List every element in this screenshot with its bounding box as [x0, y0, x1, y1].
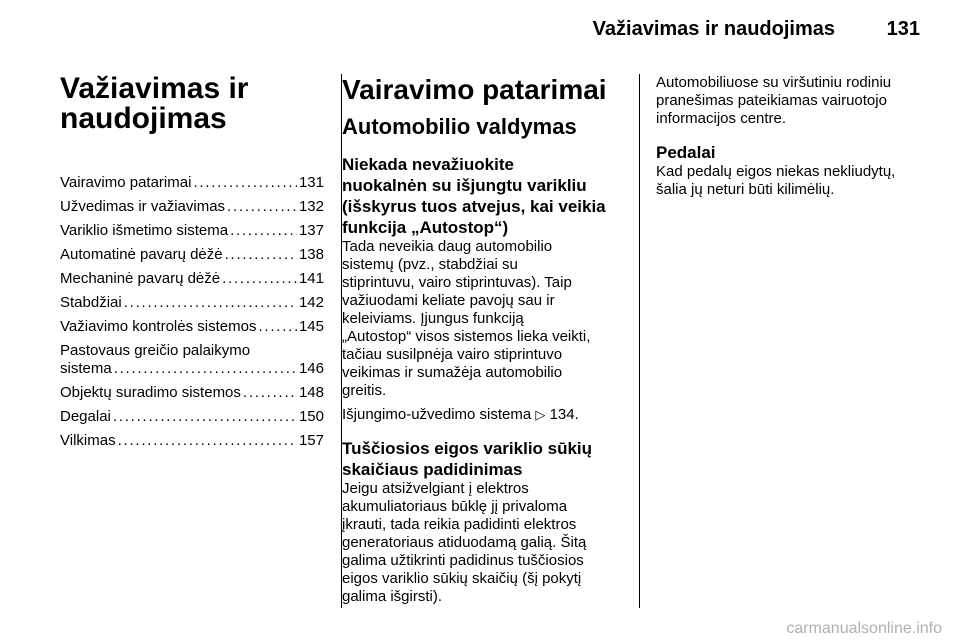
- toc-leader: [124, 294, 297, 312]
- toc-page[interactable]: 131: [298, 174, 324, 191]
- toc-label[interactable]: Užvedimas ir važiavimas: [60, 198, 226, 215]
- toc-entry[interactable]: [60, 246, 324, 264]
- subsection-heading: Pedalai: [656, 143, 716, 162]
- toc-leader: [230, 222, 297, 240]
- section-subtitle: Automobilio valdymas: [342, 114, 577, 139]
- reference-text[interactable]: Išjungimo-užvedimo sistema: [342, 406, 532, 423]
- toc-leader: [225, 246, 297, 264]
- heading-line: funkcija „Autostop“): [342, 218, 509, 237]
- paragraph: [342, 238, 625, 400]
- text-line: Jeigu atsižvelgiant į elektros: [342, 480, 529, 497]
- text-line: Kad pedalų eigos niekas nekliudytų,: [656, 163, 896, 180]
- paragraph: [656, 163, 924, 199]
- toc-label[interactable]: Važiavimo kontrolės sistemos: [60, 318, 257, 335]
- chapter-toc-column: [60, 74, 324, 456]
- toc-entry[interactable]: [60, 294, 324, 312]
- text-line: generatoriaus atiduodamą galią. Šitą: [342, 534, 587, 551]
- text-line: akumuliatoriaus būklę jį privaloma: [342, 498, 568, 515]
- toc-page[interactable]: 150: [298, 408, 324, 425]
- toc-entry[interactable]: [60, 408, 324, 426]
- paragraph: [656, 74, 924, 128]
- toc-page[interactable]: 146: [298, 360, 324, 377]
- section-title: Vairavimo patarimai: [342, 74, 607, 105]
- toc-leader: [193, 174, 297, 192]
- reference-page[interactable]: 134.: [549, 406, 579, 423]
- text-line: greitis.: [342, 382, 387, 399]
- toc-label[interactable]: Vairavimo patarimai: [60, 174, 192, 191]
- text-line: tačiau susilpnėja vairo stiprintuvo: [342, 346, 563, 363]
- text-line: eigos variklio sūkių skaičių (šį pokytį: [342, 570, 582, 587]
- text-line: šalia jų neturi būti kilimėlių.: [656, 181, 835, 198]
- toc-entry[interactable]: [60, 270, 324, 288]
- toc-leader: [118, 432, 297, 450]
- toc-label[interactable]: Degalai: [60, 408, 111, 425]
- page-number: 131: [886, 18, 920, 40]
- toc-leader: [258, 318, 297, 336]
- chapter-title: [60, 74, 324, 134]
- toc-label[interactable]: Automatinė pavarų dėžė: [60, 246, 223, 263]
- toc-label-line[interactable]: Pastovaus greičio palaikymo: [60, 342, 251, 359]
- toc-leader: [227, 198, 297, 216]
- chapter-title-line: Važiavimas ir: [60, 72, 249, 105]
- heading-line: skaičiaus padidinimas: [342, 460, 523, 479]
- text-line: pranešimas pateikiamas vairuotojo: [656, 92, 887, 109]
- paragraph: [342, 480, 625, 606]
- watermark: carmanualsonline.info: [786, 620, 942, 637]
- heading-line: Niekada nevažiuokite: [342, 155, 514, 174]
- text-line: „Autostop“ visos sistemos lieka veikti,: [342, 328, 591, 345]
- column-divider: [639, 74, 640, 608]
- toc-entry[interactable]: [60, 198, 324, 216]
- text-line: galima užtikrinti padidinus tuščiosios: [342, 552, 584, 569]
- text-line: Tada neveikia daug automobilio: [342, 238, 553, 255]
- header-title: Važiavimas ir naudojimas: [592, 18, 835, 40]
- text-line: galima išgirsti).: [342, 588, 443, 605]
- text-line: keleiviams. Įjungus funkciją: [342, 310, 524, 327]
- toc-leader: [243, 384, 297, 402]
- text-line: stiprintuvu, vairo stiprintuvas). Taip: [342, 274, 572, 291]
- text-line: Automobiliuose su viršutiniu rodiniu: [656, 74, 892, 91]
- subsection-heading: [342, 154, 625, 238]
- toc-label[interactable]: sistema: [60, 360, 112, 377]
- toc-leader: [114, 360, 297, 378]
- heading-line: Tuščiosios eigos variklio sūkių: [342, 439, 593, 458]
- text-line: sistemų (pvz., stabdžiai su: [342, 256, 518, 273]
- toc-page[interactable]: 142: [298, 294, 324, 311]
- toc-entry[interactable]: [60, 432, 324, 450]
- toc-page[interactable]: 145: [298, 318, 324, 335]
- text-line: važiuodami keliate pavojų sau ir: [342, 292, 555, 309]
- reference-arrow-icon: ▷: [535, 407, 546, 422]
- text-line: informacijos centre.: [656, 110, 787, 127]
- toc-leader: [113, 408, 297, 426]
- section-column: [342, 74, 625, 612]
- toc-label[interactable]: Stabdžiai: [60, 294, 122, 311]
- cross-reference[interactable]: [342, 406, 625, 424]
- table-of-contents: [60, 174, 324, 450]
- toc-entry[interactable]: [60, 174, 324, 192]
- toc-label[interactable]: Mechaninė pavarų dėžė: [60, 270, 221, 287]
- toc-page[interactable]: 141: [298, 270, 324, 287]
- page-header: [0, 0, 960, 60]
- subsection-heading: [342, 438, 625, 480]
- text-line: veikimas ir sumažėja automobilio: [342, 364, 563, 381]
- heading-line: nuokalnėn su išjungtu varikliu: [342, 176, 587, 195]
- toc-label[interactable]: Objektų suradimo sistemos: [60, 384, 241, 401]
- toc-page[interactable]: 148: [298, 384, 324, 401]
- continuation-column: [656, 74, 924, 205]
- toc-entry[interactable]: [60, 318, 324, 336]
- text-line: įkrauti, tada reikia padidinti elektros: [342, 516, 577, 533]
- toc-label[interactable]: Vilkimas: [60, 432, 116, 449]
- toc-page[interactable]: 138: [298, 246, 324, 263]
- toc-page[interactable]: 137: [298, 222, 324, 239]
- toc-leader: [222, 270, 297, 288]
- toc-page[interactable]: 157: [298, 432, 324, 449]
- toc-label[interactable]: Variklio išmetimo sistema: [60, 222, 229, 239]
- toc-entry[interactable]: [60, 342, 324, 378]
- toc-entry[interactable]: [60, 384, 324, 402]
- toc-entry[interactable]: [60, 222, 324, 240]
- chapter-title-line: naudojimas: [60, 102, 227, 135]
- heading-line: (išskyrus tuos atvejus, kai veikia: [342, 197, 606, 216]
- toc-page[interactable]: 132: [298, 198, 324, 215]
